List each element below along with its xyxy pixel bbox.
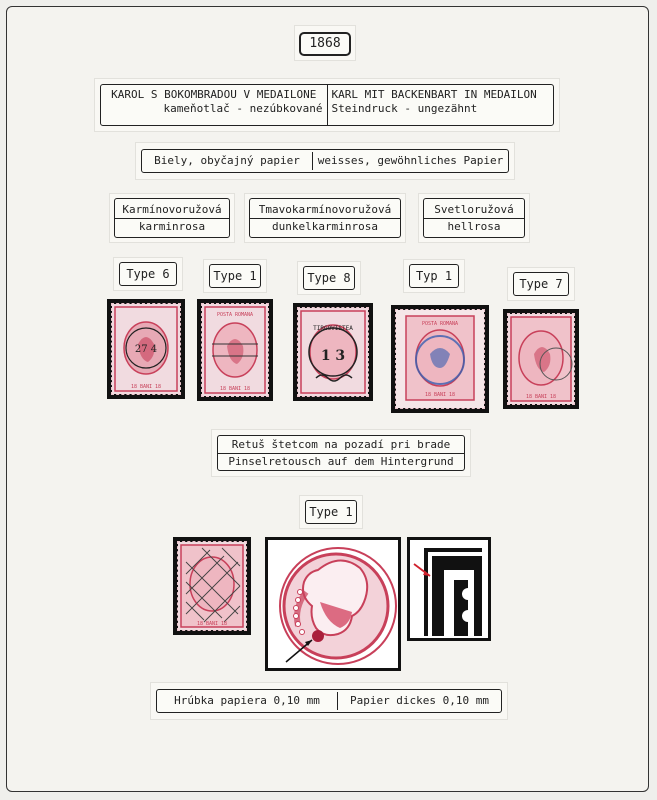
color-label-1 bbox=[114, 198, 230, 238]
stamp-3-image bbox=[298, 308, 368, 396]
title-sk bbox=[101, 85, 327, 125]
type-5-text: Type 7 bbox=[519, 277, 563, 291]
title-de-line1: KARL MIT BACKENBART IN MEDAILON bbox=[331, 88, 537, 101]
color-1-de: karminrosa bbox=[138, 220, 206, 233]
type-bottom-label bbox=[305, 500, 357, 524]
retouch-sk: Retuš štetcom na pozadí pri brade bbox=[231, 438, 451, 451]
type-1-text: Type 6 bbox=[126, 267, 170, 281]
title-de bbox=[327, 85, 554, 125]
type-label-5 bbox=[513, 272, 569, 296]
stamp-2-image bbox=[202, 304, 268, 396]
thickness-label bbox=[156, 689, 502, 713]
stamp-1-postmark: 27 4 bbox=[134, 344, 158, 355]
stamp-2-country: POSTA ROMANA bbox=[216, 312, 254, 318]
stamp-2 bbox=[197, 299, 273, 401]
portrait-detail bbox=[265, 537, 401, 671]
type-bottom-text: Type 1 bbox=[309, 505, 353, 519]
portrait-detail-image bbox=[268, 540, 398, 668]
stamp-4-value: 18 BANI 18 bbox=[424, 392, 456, 398]
stamp-1 bbox=[107, 299, 185, 399]
stamp-3 bbox=[293, 303, 373, 401]
type-label-3 bbox=[303, 266, 355, 290]
type-label-2 bbox=[209, 264, 261, 288]
stamp-5-value: 18 BANI 18 bbox=[525, 394, 557, 400]
corner-detail bbox=[407, 537, 491, 641]
type-label-4 bbox=[409, 264, 459, 288]
year-text: 1868 bbox=[309, 36, 341, 51]
color-2-de: dunkelkarminrosa bbox=[272, 220, 378, 233]
type-3-text: Type 8 bbox=[307, 271, 351, 285]
thickness-de: Papier dickes 0,10 mm bbox=[337, 692, 501, 710]
stamp-1-value: 18 BANI 18 bbox=[130, 384, 162, 390]
stamp-3-postmark: 1 3 bbox=[320, 348, 346, 364]
paper-sk: Biely, obyčajný papier bbox=[154, 154, 300, 167]
paper-label bbox=[141, 149, 509, 173]
stamp-3-town: TIRGOVISTEA bbox=[313, 325, 353, 332]
stamp-5-image bbox=[508, 314, 574, 404]
color-1-sk: Karmínovoružová bbox=[122, 203, 222, 216]
title-label bbox=[100, 84, 554, 126]
color-label-3 bbox=[423, 198, 525, 238]
retouch-de: Pinselretousch auf dem Hintergrund bbox=[228, 455, 454, 468]
paper-de: weisses, gewöhnliches Papier bbox=[312, 152, 508, 170]
stamp-6-image bbox=[178, 542, 246, 630]
stamp-6-value: 18 BANI 18 bbox=[196, 621, 228, 627]
color-2-sk: Tmavokarmínovoružová bbox=[258, 203, 392, 216]
retouch-label bbox=[217, 435, 465, 471]
stamp-5 bbox=[503, 309, 579, 409]
color-3-sk: Svetloružová bbox=[434, 203, 514, 216]
stamp-1-image bbox=[112, 304, 180, 394]
year-label bbox=[299, 32, 351, 56]
title-sk-line2: kameňotlač - nezúbkované bbox=[163, 102, 323, 115]
type-2-text: Type 1 bbox=[213, 269, 257, 283]
color-label-2 bbox=[249, 198, 401, 238]
stamp-4-image bbox=[396, 310, 484, 408]
type-label-1 bbox=[119, 262, 177, 286]
type-4-text: Typ 1 bbox=[415, 269, 453, 283]
stamp-4-country: POSTA ROMANA bbox=[421, 321, 459, 327]
stamp-6 bbox=[173, 537, 251, 635]
title-sk-line1: KAROL S BOKOMBRADOU V MEDAILONE bbox=[111, 88, 317, 101]
corner-detail-image bbox=[410, 540, 488, 638]
stamp-4 bbox=[391, 305, 489, 413]
album-page bbox=[6, 6, 649, 792]
color-3-de: hellrosa bbox=[447, 220, 501, 233]
title-de-line2: Steindruck - ungezähnt bbox=[331, 102, 478, 115]
stamp-2-value: 18 BANI 18 bbox=[219, 386, 251, 392]
thickness-sk: Hrúbka papiera 0,10 mm bbox=[174, 694, 320, 707]
